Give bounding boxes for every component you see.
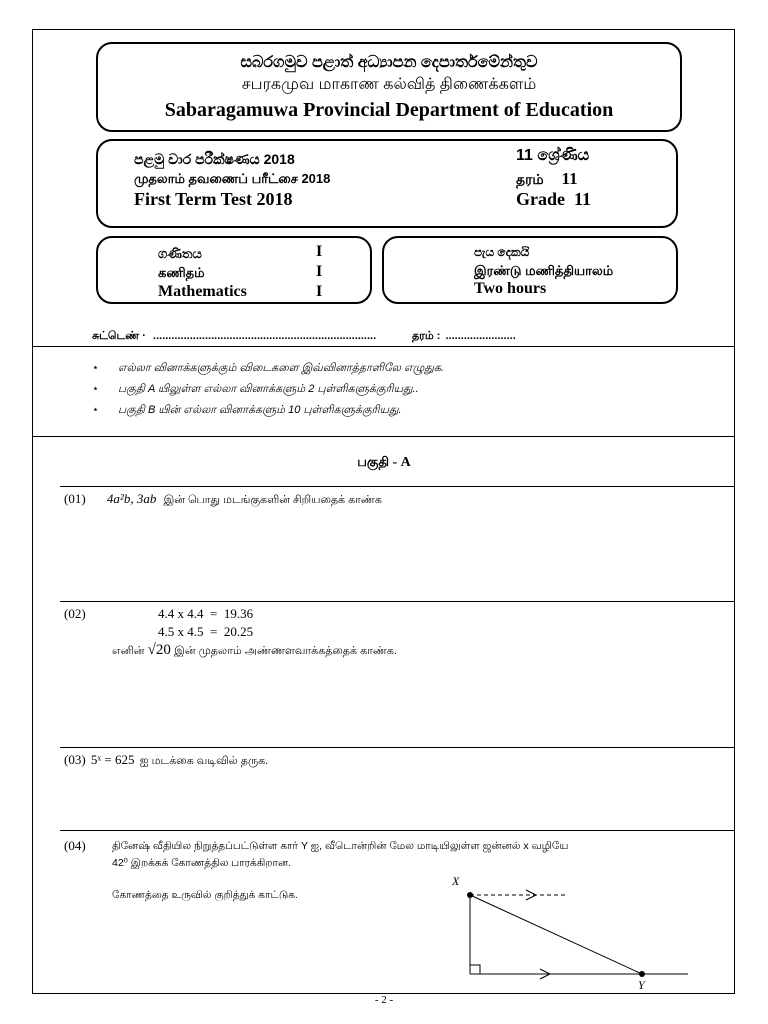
point-x-label: X [452, 874, 460, 888]
question-2-post: இன் முதலாம் அண்ணளவாக்கத்தைக் காண்க. [174, 645, 397, 657]
divider-q4-top [60, 830, 735, 831]
duration-tamil: இரண்டு மணித்தியாலம் [474, 263, 614, 278]
duration-english: Two hours [474, 280, 547, 297]
instruction-item: ⋆ பகுதி B யின் எல்லா வினாக்களும் 10 புள்ளிகளுக்குரியது. [92, 404, 402, 416]
question-3-expression: 5ˣ = 625 [90, 752, 135, 767]
instruction-item: ⋆ எல்லா வினாக்களுக்கும் விடைகளை இவ்வினாத்தாளிலே எழுதுக. [92, 362, 444, 374]
grade-tamil-label: தரம் [516, 171, 544, 187]
line-of-sight [470, 895, 642, 974]
question-2-line-1: 4.4 x 4.4 = 19.36 [158, 606, 254, 621]
grade-field[interactable] [412, 330, 516, 344]
part-label: பகுதி [357, 454, 390, 469]
grade-sinhala: 11 ශ්‍රේණිය [516, 147, 590, 164]
exam-title-english: First Term Test 2018 [134, 189, 293, 209]
page-number: - 2 - [374, 994, 394, 1006]
right-angle-marker [470, 965, 480, 974]
divider-q1-top [60, 486, 735, 487]
exam-title-sinhala: පළමු වාර පරීක්ෂණය 2018 [134, 151, 295, 167]
paper-number-2: I [316, 263, 323, 280]
paper-number-1: I [316, 243, 323, 260]
angle-of-depression-diagram [440, 880, 700, 992]
department-name-english: Sabaragamuwa Provincial Department of Education [164, 99, 614, 121]
question-4-line-2: 42⁰ இறக்கக் கோணத்தில பாரக்கிறான. [112, 857, 292, 869]
subject-sinhala: ගණිතය [158, 246, 202, 261]
part-heading [0, 454, 768, 471]
department-name-tamil: சபரகமுவ மாகாண கல்வித் திணைக்களம் [241, 76, 537, 93]
exam-title-tamil: முதலாம் தவணைப் பரீட்சை 2018 [134, 171, 331, 186]
instruction-item: ⋆ பகுதி A யிலுள்ள எல்லா வினாக்களும் 2 புள்ளிகளுக்குரியது.. [92, 383, 419, 395]
paper-number-3: I [316, 283, 323, 300]
point-x [467, 892, 473, 898]
index-number-label: சுட்டெண் · [92, 330, 146, 342]
divider-q2-top [60, 601, 735, 602]
subject-tamil: கணிதம் [158, 265, 205, 280]
question-number: (01) [64, 491, 86, 506]
question-3-text: ஐ மடக்கை வடிவில் தருக. [139, 755, 269, 767]
sqrt-20: √20 [147, 642, 171, 658]
question-number: (03) [64, 752, 86, 767]
grade-english: Grade 11 [516, 189, 591, 209]
divider-q3-top [60, 747, 735, 748]
duration-box [382, 236, 678, 304]
exam-title-box [96, 139, 678, 228]
grade-field-label: தரம் : [412, 330, 441, 342]
divider-after-fields [32, 346, 735, 347]
index-number-dots: ......................................................................... [153, 330, 377, 342]
grade-tamil-value: 11 [561, 169, 578, 188]
question-1 [64, 491, 382, 508]
point-y-label: Y [638, 978, 645, 992]
question-number: (04) [64, 838, 86, 853]
department-header-box [96, 42, 682, 132]
part-letter: - A [392, 455, 411, 470]
question-3 [64, 752, 268, 769]
grade-tamil [516, 169, 578, 190]
question-4-instruction: கோணத்தை உருவில் குறித்துக் காட்டுக. [112, 889, 298, 901]
subject-box [96, 236, 372, 304]
point-y [639, 971, 645, 977]
instruction-list [92, 358, 444, 421]
divider-after-instructions [32, 436, 735, 437]
question-number: (02) [64, 606, 86, 621]
grade-field-dots: ....................... [445, 330, 516, 342]
department-name-sinhala: සබරගමුව පළාත් අධ්‍යාපන දෙපාර්තමේන්තුව [240, 54, 538, 71]
question-1-text: இன் பொது மடங்குகளின் சிறியதைக் காண்க [163, 494, 382, 506]
duration-sinhala: පැය දෙකයි [474, 245, 530, 259]
question-2-line-2: 4.5 x 4.5 = 20.25 [158, 624, 254, 639]
question-2-pre: எனின் [112, 645, 145, 657]
subject-english: Mathematics [158, 283, 247, 300]
index-number-field[interactable] [92, 330, 376, 344]
question-2-text [112, 642, 397, 659]
question-4-line-1: தினேஷ் வீதியில நிறுத்தப்பட்டுள்ள கார் Y ஐ, வீடொன்றின் மேல மாடியிலுள்ள ஜன்னல் x வழியே [112, 840, 569, 852]
question-1-expression: 4a²b, 3ab [106, 491, 157, 506]
